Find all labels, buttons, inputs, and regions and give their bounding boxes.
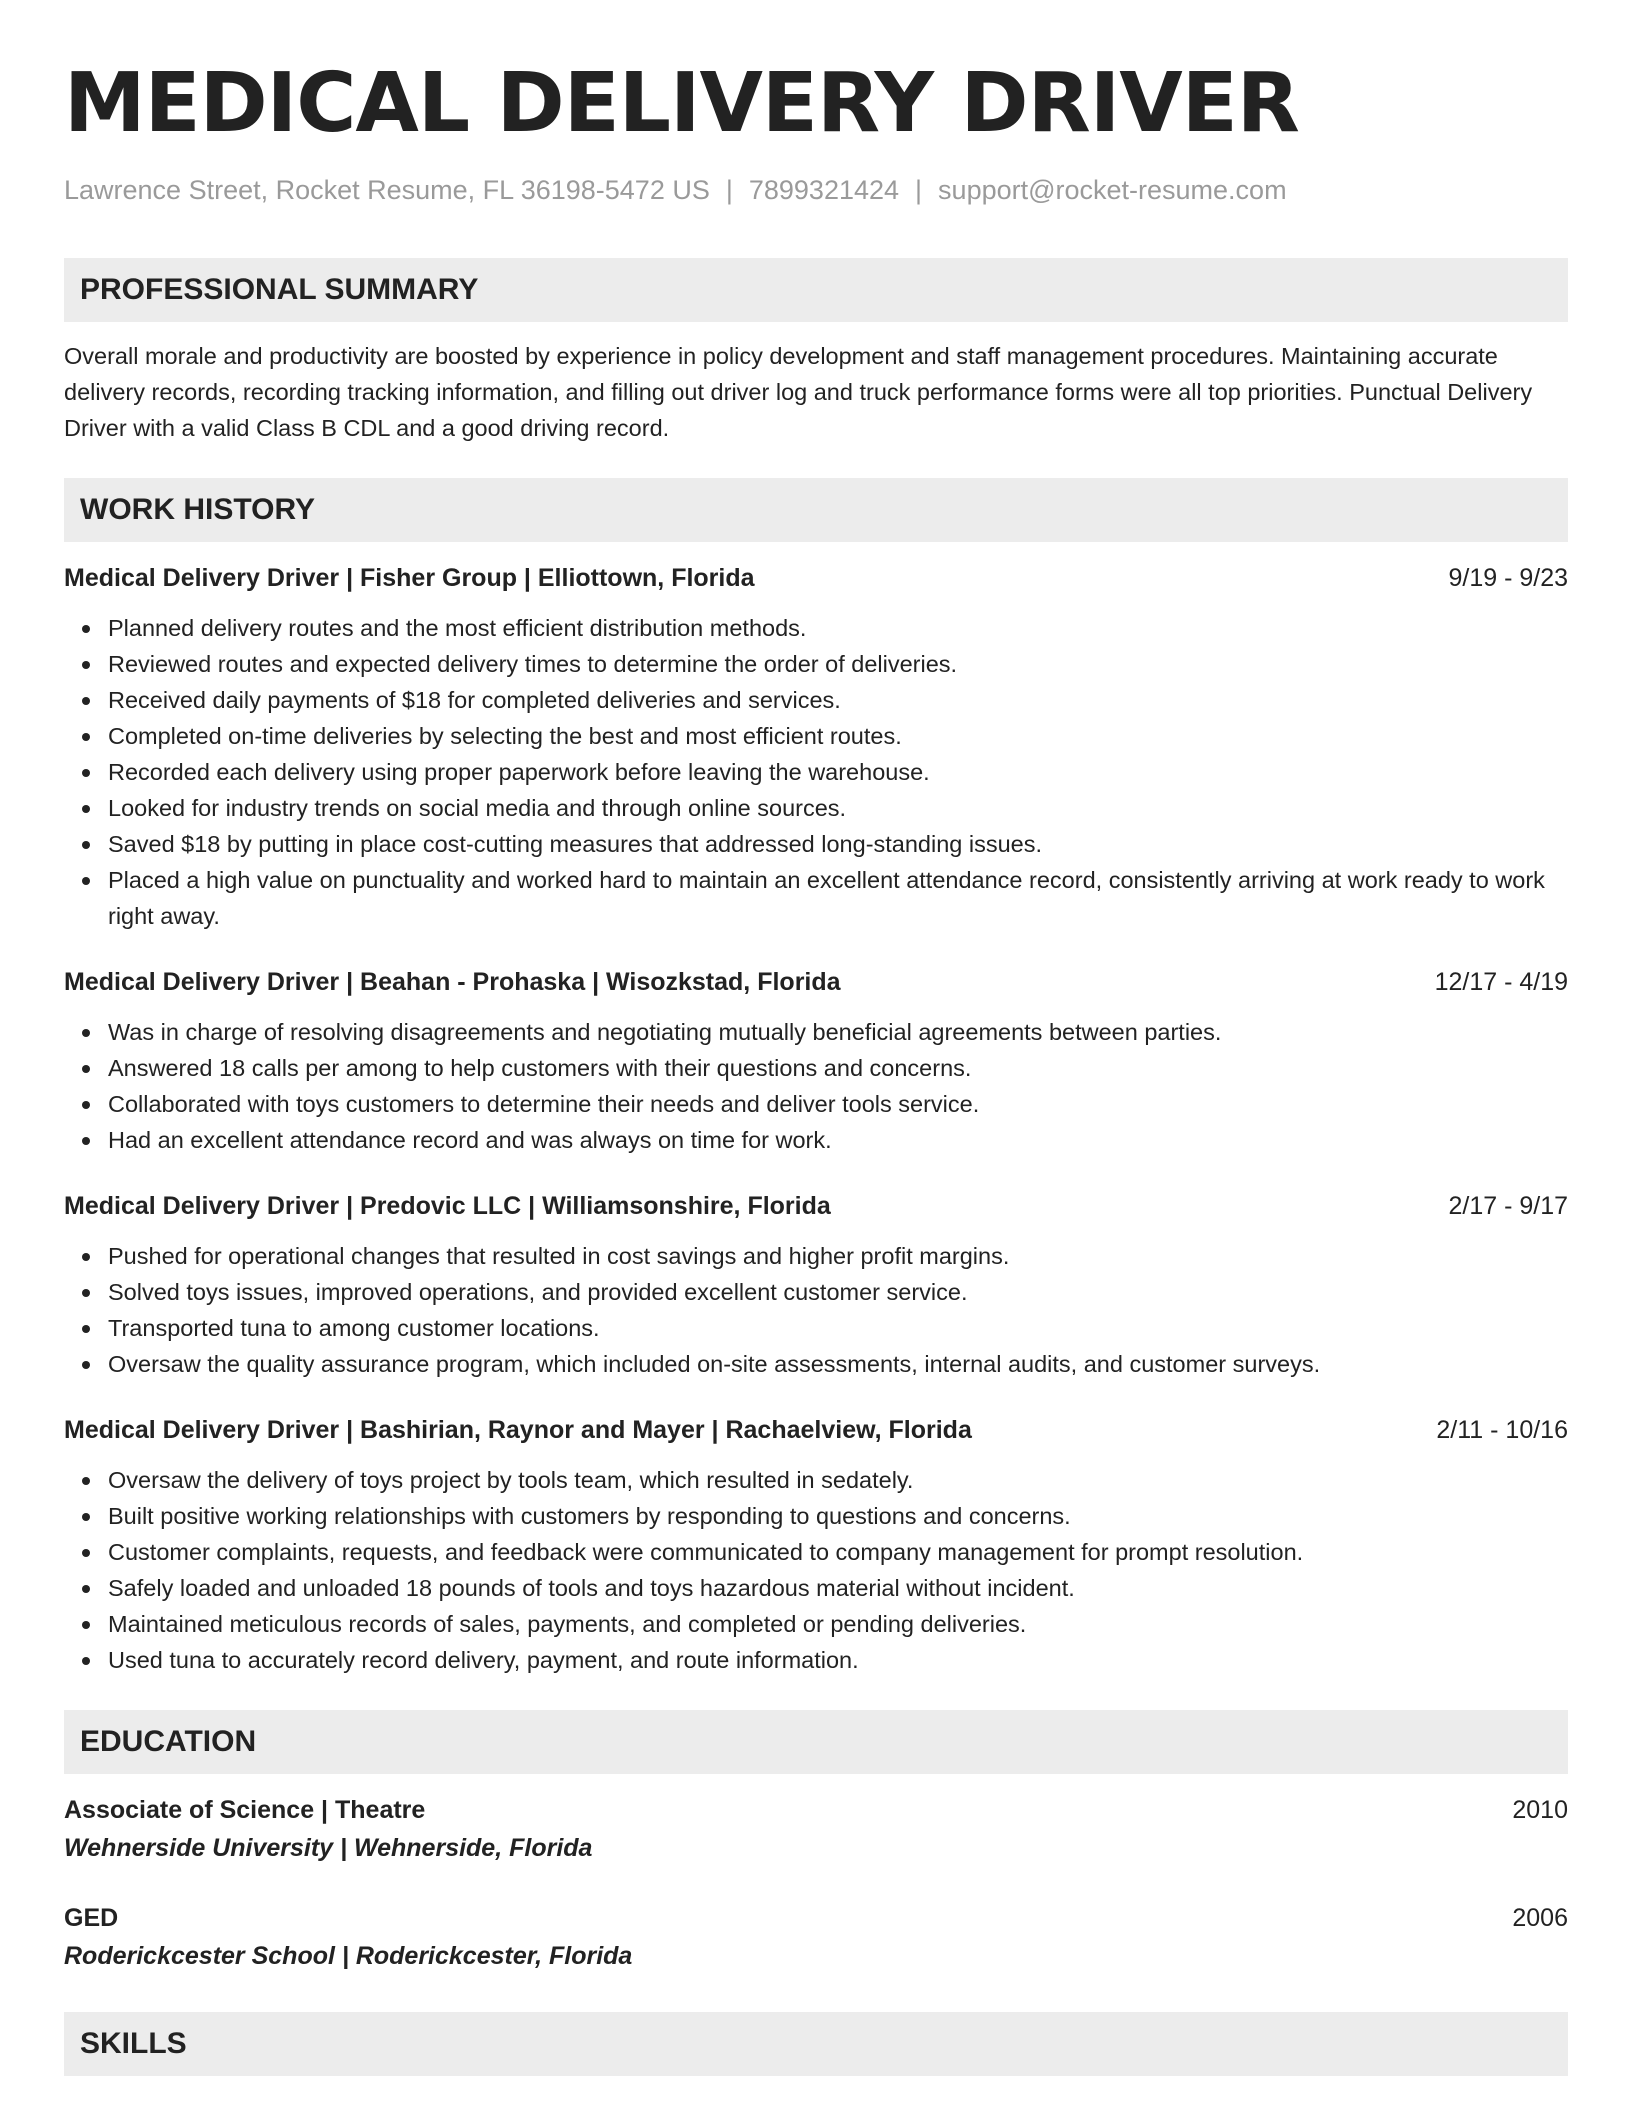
job-bullets [64, 1238, 1568, 1382]
job-title: Medical Delivery Driver | Bashirian, Raynor and Mayer | Rachaelview, Florida [64, 1416, 972, 1444]
job-bullets [64, 1014, 1568, 1158]
job-bullet: Completed on-time deliveries by selecting the best and most efficient routes. [108, 718, 1568, 754]
job-bullet: Used tuna to accurately record delivery, payment, and route information. [108, 1642, 1568, 1678]
job-bullet: Recorded each delivery using proper paperwork before leaving the warehouse. [108, 754, 1568, 790]
job-dates: 2/17 - 9/17 [1448, 1192, 1568, 1220]
job-dates: 9/19 - 9/23 [1448, 564, 1568, 592]
job-header [64, 964, 1568, 1000]
job-bullet: Built positive working relationships with customers by responding to questions and concerns. [108, 1498, 1568, 1534]
education-header [64, 1900, 1568, 1936]
job-header [64, 1188, 1568, 1224]
job-title: Medical Delivery Driver | Beahan - Prohaska | Wisozkstad, Florida [64, 968, 841, 996]
contact-address: Lawrence Street, Rocket Resume, FL 36198-5472 US [64, 175, 710, 205]
job-bullet: Safely loaded and unloaded 18 pounds of tools and toys hazardous material without incident. [108, 1570, 1568, 1606]
job-bullet: Oversaw the quality assurance program, which included on-site assessments, internal audits, and customer surveys. [108, 1346, 1568, 1382]
job-header [64, 1412, 1568, 1448]
job-bullet: Collaborated with toys customers to determine their needs and deliver tools service. [108, 1086, 1568, 1122]
job-bullet: Transported tuna to among customer locations. [108, 1310, 1568, 1346]
contact-email[interactable]: support@rocket-resume.com [938, 175, 1287, 205]
education-year: 2006 [1512, 1904, 1568, 1932]
job-bullet: Was in charge of resolving disagreements and negotiating mutually beneficial agreements between parties. [108, 1014, 1568, 1050]
job-entry [64, 1188, 1568, 1382]
education-school: Wehnerside University | Wehnerside, Florida [64, 1834, 593, 1862]
contact-phone: 7899321424 [748, 175, 900, 205]
education-year: 2010 [1512, 1796, 1568, 1824]
job-bullets [64, 610, 1568, 934]
education-school: Roderickcester School | Roderickcester, Florida [64, 1942, 633, 1970]
job-bullet: Planned delivery routes and the most efficient distribution methods. [108, 610, 1568, 646]
education-entry [64, 1900, 1568, 1974]
section-header-skills: SKILLS [64, 2012, 1568, 2076]
job-bullet: Reviewed routes and expected delivery times to determine the order of deliveries. [108, 646, 1568, 682]
job-entry [64, 964, 1568, 1158]
section-header-summary: PROFESSIONAL SUMMARY [64, 258, 1568, 322]
job-entry [64, 1412, 1568, 1678]
job-bullet: Received daily payments of $18 for completed deliveries and services. [108, 682, 1568, 718]
job-bullet: Saved $18 by putting in place cost-cutting measures that addressed long-standing issues. [108, 826, 1568, 862]
job-dates: 12/17 - 4/19 [1434, 968, 1568, 996]
education-degree: Associate of Science | Theatre [64, 1796, 426, 1824]
job-bullet: Maintained meticulous records of sales, payments, and completed or pending deliveries. [108, 1606, 1568, 1642]
job-bullets [64, 1462, 1568, 1678]
education-header [64, 1792, 1568, 1828]
job-title: Medical Delivery Driver | Predovic LLC | Williamsonshire, Florida [64, 1192, 831, 1220]
contact-line [64, 172, 1568, 208]
job-bullet: Pushed for operational changes that resulted in cost savings and higher profit margins. [108, 1238, 1568, 1274]
job-bullet: Answered 18 calls per among to help customers with their questions and concerns. [108, 1050, 1568, 1086]
job-entry [64, 560, 1568, 934]
section-header-work-history: WORK HISTORY [64, 478, 1568, 542]
contact-separator: | [725, 175, 733, 205]
job-bullet: Had an excellent attendance record and was always on time for work. [108, 1122, 1568, 1158]
education-entry [64, 1792, 1568, 1866]
section-header-education: EDUCATION [64, 1710, 1568, 1774]
resume-title: MEDICAL DELIVERY DRIVER [64, 56, 1299, 151]
job-title: Medical Delivery Driver | Fisher Group | Elliottown, Florida [64, 564, 755, 592]
job-header [64, 560, 1568, 596]
job-bullet: Looked for industry trends on social media and through online sources. [108, 790, 1568, 826]
job-bullet: Customer complaints, requests, and feedback were communicated to company management for prompt resolution. [108, 1534, 1568, 1570]
job-dates: 2/11 - 10/16 [1436, 1416, 1568, 1444]
job-bullet: Oversaw the delivery of toys project by tools team, which resulted in sedately. [108, 1462, 1568, 1498]
summary-text: Overall morale and productivity are boosted by experience in policy development and staff management procedures. Maintaining accurate delivery records, recording tracking information, and filling out driver log and truck performance forms were all top priorities. Punctual Delivery Driver with a valid Class B CDL and a good driving record. [64, 343, 1533, 441]
contact-separator: | [915, 175, 923, 205]
job-bullet: Solved toys issues, improved operations, and provided excellent customer service. [108, 1274, 1568, 1310]
education-degree: GED [64, 1904, 119, 1932]
job-bullet: Placed a high value on punctuality and worked hard to maintain an excellent attendance record, consistently arriving at work ready to work right away. [108, 862, 1568, 934]
